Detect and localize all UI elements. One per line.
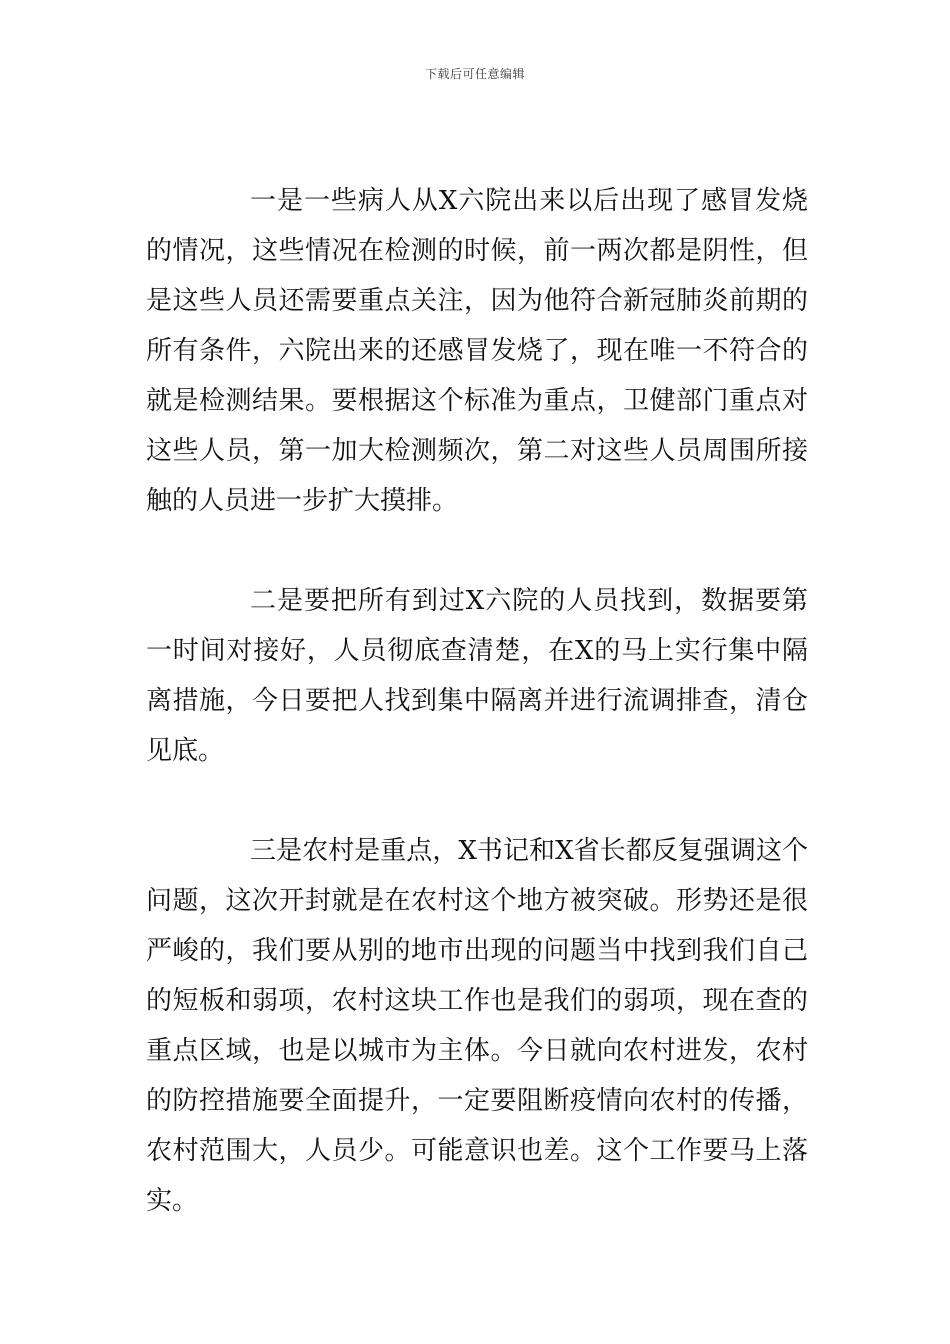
document-body (146, 176, 808, 1226)
paragraph-3: 三是农村是重点，X书记和X省长都反复强调这个问题，这次开封就是在农村这个地方被突破。形势还是很严峻的，我们要从别的地市出现的问题当中找到我们自己的短板和弱项，农村这块工作也是我们的弱项，现在查的重点区域，也是以城市为主体。今日就向农村进发，农村的防控措施要全面提升，一定要阻断疫情向农村的传播，农村范围大，人员少。可能意识也差。这个工作要马上落实。 (146, 836, 808, 1216)
header-note: 下载后可任意编辑 (424, 67, 525, 81)
paragraph-2: 二是要把所有到过X六院的人员找到，数据要第一时间对接好，人员彻底查清楚，在X的马上实行集中隔离措施，今日要把人找到集中隔离并进行流调排查，清仓见底。 (146, 586, 808, 766)
paragraph-1: 一是一些病人从X六院出来以后出现了感冒发烧的情况，这些情况在检测的时候，前一两次都是阴性，但是这些人员还需要重点关注，因为他符合新冠肺炎前期的所有条件，六院出来的还感冒发烧了，现在唯一不符合的就是检测结果。要根据这个标准为重点，卫健部门重点对这些人员，第一加大检测频次，第二对这些人员周围所接触的人员进一步扩大摸排。 (146, 186, 808, 516)
